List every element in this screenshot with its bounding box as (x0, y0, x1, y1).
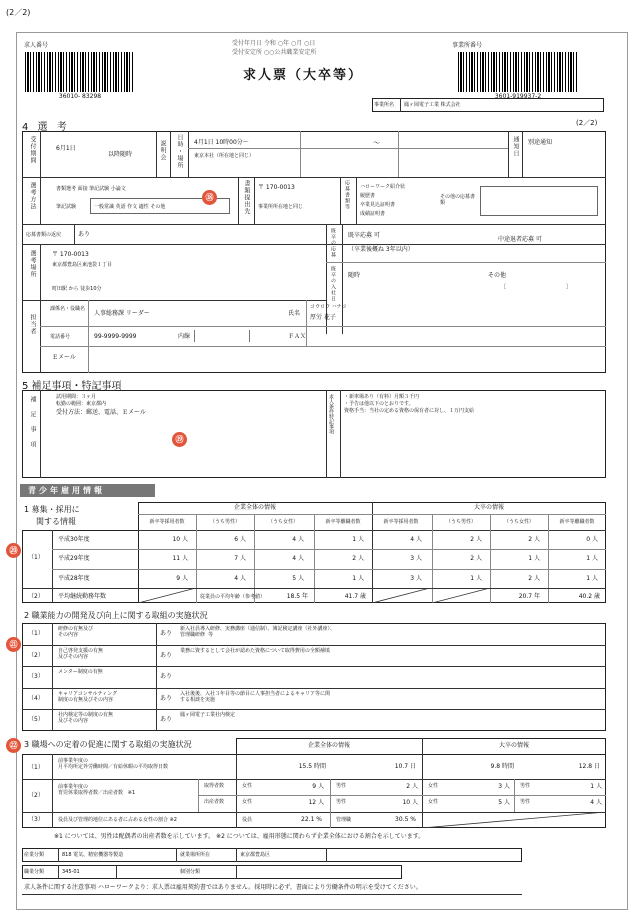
s3-zentai: 企業全体の情報 (307, 742, 350, 749)
marker-20: ⑳ (6, 543, 21, 558)
nichiji-label: 日時・場所 (176, 134, 183, 169)
table-cell: 2 人 (470, 536, 482, 543)
table-cell: 2 人 (352, 555, 364, 563)
col-header: （うち男性） (209, 519, 240, 525)
sec4-page: (2／2) (576, 119, 598, 127)
table-cell: 3 人 (498, 783, 510, 790)
s2-row-ari: あり (160, 716, 173, 724)
sex-label: 男性 (336, 799, 347, 805)
marker-18: ⑱ (202, 190, 217, 205)
col-header: 新卒等採用者数 (383, 519, 419, 525)
col-header: （うち女性） (267, 519, 298, 525)
table-cell: 2 人 (528, 536, 540, 543)
place-zip: 〒 170-0013 (52, 251, 89, 258)
table-cell: 1 人 (352, 574, 364, 582)
page-label: (2／2) (6, 8, 31, 17)
sec5-title: 5 補足事項・特記事項 (22, 381, 122, 392)
s2-row-ari: あり (160, 651, 173, 659)
table-cell: 1 人 (528, 555, 540, 563)
email-label: Ｅメール (52, 354, 76, 361)
tokki-label: 求人条件特記事項 (328, 394, 334, 434)
form-title: 求人票（大卒等） (243, 68, 364, 83)
tokki-line3: 資格手当：当社の定める資格の保有者に対し、１万円支給 (344, 408, 475, 414)
table-cell: 4 人 (410, 536, 422, 543)
s3-r1-label: 前事業年度の 月平均所定外労働時間／有給休暇の平均取得日数 (58, 758, 169, 770)
jigyosho-name: 鳳ヶ岡電子工業 株式会社 (404, 102, 461, 108)
setsumeikai-date: 4月1日 10時00分～ (194, 139, 249, 146)
yakuin-value: 22.1 % (301, 816, 322, 823)
yakushoku-value: 人事総務課 リーダー (94, 310, 150, 317)
access: 町田駅 から 徒歩10分 (52, 286, 102, 292)
oubo-item-2: 履歴書 (360, 193, 376, 199)
s3-r2-sub2: 出産者数 (204, 799, 225, 805)
tokki-line2: ・予告は他以下のとおりです。 (344, 401, 414, 407)
table-cell: 2 人 (470, 555, 482, 563)
youth-note: ※1 については、男性は配偶者の出産者数を示しています。 ※2 については、雇用形態に関わらず企業全体における割合を示しています。 (54, 833, 425, 840)
kisotsu-note: （卒業後概ね 3年以内） (348, 246, 414, 253)
s3-r2-no: （2） (28, 792, 44, 799)
col-header: 新卒等採用者数 (149, 519, 185, 525)
place-label: 選考場所 (29, 250, 36, 278)
table-cell: 2 人 (406, 783, 418, 790)
tel-value: 99-9999-9999 (94, 333, 137, 340)
table-cell: 9 人 (176, 574, 188, 582)
table-cell: 0 人 (586, 536, 598, 543)
shorui-addr2: 事業所所在地と同じ (258, 204, 304, 210)
nyusha-label: 既卒の入社日 (330, 266, 336, 302)
sex-label: 女性 (242, 799, 253, 805)
blank-cell-diagonal (138, 588, 196, 603)
setsumeikai-place: 東京本社（所在地と同じ） (194, 153, 255, 159)
table-cell: 11 人 (172, 555, 188, 563)
youth-s2-title: 2 職業能力の開発及び向上に関する取組の実施状況 (24, 611, 208, 620)
year-label: 平成29年度 (58, 555, 90, 563)
s3-r3-no: （3） (28, 816, 44, 823)
blank-cell-diagonal (372, 588, 430, 603)
s2-row-label: 社内検定等の制度の有無 及びその内容 (58, 712, 114, 725)
s3-r1-v3: 9.8 時間 (490, 763, 514, 770)
place-addr: 東京都豊島区東池袋１丁目 (52, 262, 113, 268)
s2-row-no: （1） (28, 630, 44, 637)
s3-r1-no: （1） (28, 764, 44, 771)
senko-label: 選考方法 (29, 182, 36, 210)
hosoku-label: 補足事項 (29, 396, 36, 456)
s2-row-no: （2） (28, 651, 44, 659)
shorui-addr: 〒 170-0013 (258, 184, 295, 191)
sex-label: 女性 (428, 783, 439, 789)
oubo-item-1: ハローワーク紹介状 (360, 184, 406, 190)
tel-label: 電話番号 (50, 334, 71, 340)
kanrishoku-value: 30.5 % (395, 816, 416, 823)
daisotsu-kinzoku: 20.7 年 (518, 593, 540, 600)
sex-label: 男性 (520, 783, 531, 789)
s2-row-ari: あり (160, 630, 173, 637)
sec5-table (22, 390, 606, 478)
s3-r2-sub1: 取得者数 (204, 783, 225, 789)
table-cell: 12 人 (308, 799, 324, 806)
row1-label: （1） (28, 554, 44, 561)
shokugyo-label: 職業分類 (24, 869, 45, 875)
s2-row-label: キャリアコンサルティング 制度の有無及びその内容 (58, 690, 118, 703)
s3-daisotsu: 大卒の情報 (498, 742, 529, 749)
s3-r1-v4: 12.8 日 (578, 763, 600, 770)
marker-19: ⑲ (172, 432, 187, 447)
shiken-kikan-label: 受付期間 (29, 136, 36, 164)
kanrishoku-label: 管理職 (336, 817, 352, 823)
marker-22: ㉒ (6, 738, 21, 753)
shimei-kana: コウロウ ハナコ (310, 304, 347, 310)
nyusha-value: 随時 (348, 272, 361, 279)
table-cell: 9 人 (312, 783, 324, 790)
table-cell: 4 人 (234, 574, 246, 582)
setsumeikai-label: 説明会 (159, 140, 166, 161)
s3-r1-v2: 10.7 日 (394, 763, 416, 770)
table-cell: 3 人 (410, 574, 422, 582)
oubo-other-label: その他の応募書類 (440, 194, 476, 206)
fax-label: ＦＡＸ (288, 333, 307, 340)
table-cell: 6 人 (234, 536, 246, 543)
blank-cell-diagonal (432, 588, 490, 603)
table-cell: 1 人 (470, 574, 482, 582)
oubo-label: 応募書類等 (344, 180, 350, 210)
tokki-line1: ・新車場あり（有料）月額３千円 (344, 394, 420, 400)
col-header: （うち男性） (445, 519, 476, 525)
sex-label: 男性 (336, 783, 347, 789)
youth-s1-title: 1 募集・採用に (24, 505, 80, 514)
table-cell: 5 人 (498, 799, 510, 806)
table-cell: 10 人 (402, 799, 418, 806)
shorui-label: 書類提出先 (243, 180, 250, 215)
shiken-date: 6月1日 (56, 145, 76, 152)
tokubetsu-label: 個別分類 (180, 869, 201, 875)
col-header: 新卒等離職者数 (559, 519, 595, 525)
s2-row-no: （4） (28, 694, 44, 702)
uketsuke-line2: 受付安定所 ○○公共職業安定所 (232, 49, 317, 56)
shokugyo-value: 345-01 (62, 869, 80, 875)
table-cell: 1 人 (590, 783, 602, 790)
s2-row-no: （3） (28, 673, 44, 681)
henkyaku-label: 応募書類の返戻 (26, 232, 62, 238)
kinzoku-value: 18.5 年 (286, 593, 308, 600)
tsuchi-value: 別途通知 (528, 139, 553, 146)
zentai-header: 企業全体の情報 (233, 504, 276, 511)
youth-s3-title: 3 職場への定着の促進に関する取組の実施状況 (24, 740, 192, 749)
sonota-bracket-r: 〕 (566, 284, 573, 291)
shimei-value: 厚労 花子 (310, 314, 336, 321)
sex-label: 女性 (242, 783, 253, 789)
table-cell: 4 人 (590, 799, 602, 806)
shugyo-value: 東京都豊島区 (240, 852, 271, 858)
table-cell: 4 人 (292, 536, 304, 543)
sec4-title: 4 選 考 (22, 122, 70, 133)
jigyosho-name-label: 事業所名 (374, 102, 395, 108)
sangyo-label: 産業分類 (24, 852, 45, 858)
shugyo-label: 就業場所所在 (180, 852, 211, 858)
yakushoku-label: 課係名・役職名 (50, 306, 86, 312)
s2-row-ari: あり (160, 673, 173, 681)
table-cell: 7 人 (234, 555, 246, 563)
s3-r1-v1: 15.5 時間 (298, 763, 326, 770)
kyujin-barcode (25, 52, 135, 92)
tsuchi-label: 通知日 (512, 136, 519, 157)
sangyo-value: 818 電気、精密機器等製造 (62, 852, 124, 858)
setsumeikai-tilde: ～ (373, 139, 380, 147)
kinzoku-label: 平均継続勤務年数 (58, 593, 107, 600)
table-cell: 10 人 (172, 536, 188, 543)
s2-row-content: 鳳ヶ岡電子工業社内検定 (180, 712, 236, 719)
col-header: （うち女性） (503, 519, 534, 525)
daisotsu-header: 大卒の情報 (473, 504, 504, 511)
sonota-label: その他 (488, 272, 507, 279)
s2-row-no: （5） (28, 716, 44, 724)
jigyosho-no-label: 事業所番号 (452, 42, 483, 49)
col-header: 新卒等離職者数 (325, 519, 361, 525)
s2-row-content: 入社後後、入社３年目等の節目に人事担当者によるキャリア等に関 する相談を実施 (180, 690, 331, 703)
s3-r3-label: 役員及び管理的地位にある者に占める女性の割合 ※2 (58, 817, 177, 823)
youth-s1-title2: 関する情報 (36, 517, 76, 526)
naisen-box (194, 330, 250, 342)
youth-banner: 青少年雇用情報 (20, 484, 155, 497)
oubo-item-4: 成績証明書 (360, 211, 386, 217)
nenrei-value: 41.7 歳 (344, 593, 366, 600)
shiken-after: 以降随時 (108, 151, 133, 158)
oubo-item-3: 卒業見込証明書 (360, 202, 396, 208)
kisotsu-value: 既卒応募 可 (348, 232, 380, 239)
hikki-label: 筆記試験 (56, 204, 77, 210)
shimei-label: 氏名 (288, 310, 301, 317)
chui-text: 求人条件に関する注意事項 ハローワークより：求人票は雇用契約書ではありません。採用時に必ず、書面により労働条件の明示を受けてください。 (24, 884, 422, 891)
table-cell: 5 人 (292, 574, 304, 582)
sex-label: 男性 (520, 799, 531, 805)
s2-row-ari: あり (160, 694, 173, 702)
table-cell: 3 人 (410, 555, 422, 563)
kyujin-no: 36010- 83298 (58, 93, 102, 100)
marker-21: ㉑ (6, 637, 21, 652)
jigyosho-barcode (458, 52, 578, 92)
hikki-items: 一般常識 英語 作文 適性 その他 (94, 204, 166, 210)
chuto-value: 中途退者応募 可 (498, 236, 542, 243)
yakuin-label: 役員 (242, 817, 253, 823)
s2-row-label: 自己啓発支援の有無 及びその内容 (58, 647, 104, 660)
naisen-label: 内線 (178, 333, 191, 340)
henkyaku-value: あり (78, 231, 91, 238)
table-cell: 1 人 (352, 536, 364, 543)
sex-label: 女性 (428, 799, 439, 805)
s2-row-content: 業務に資するとして会社が認めた資格について取得費用の全額補填 (180, 647, 330, 654)
hosoku-line3: 受付方法：郵送、電話、Ｅメール (56, 409, 146, 416)
kyujin-no-label: 求人番号 (24, 42, 49, 49)
row2-label: （2） (28, 593, 44, 600)
s2-row-label: 研修の有無及び その内容 (58, 626, 94, 638)
oubo-other-box (480, 186, 598, 216)
hosoku-line2: 転勤の範囲：東京都内 (56, 401, 107, 407)
s2-row-content: 新入社員導入研修、実務講座（通信制）、簿記検定講座（社外講座）、 管理職研修 等 (180, 626, 336, 638)
hosoku-line1: 試用期間：３ヶ月 (56, 394, 97, 400)
sonota-bracket-l: 〔 (500, 284, 507, 291)
s3-r2-label: 前事業年度の 育児休業取得者数／出産者数 ※1 (58, 784, 136, 796)
jigyosho-no: 3601-919937-2 (494, 93, 542, 100)
tanto-label: 担当者 (29, 314, 36, 335)
s2-row-label: メンター制度の有無 (58, 669, 103, 676)
senko-items: 書類選考 面接 筆記試験 小論文 (56, 186, 126, 192)
table-cell: 1 人 (586, 555, 598, 563)
uketsuke-line1: 受付年月日 令和 ○年 ○月 ○日 (232, 40, 316, 47)
year-label: 平成28年度 (58, 574, 90, 582)
heikin-nenrei-label: 従業員の平均年齢（参考値） (200, 594, 266, 600)
year-label: 平成30年度 (58, 536, 90, 543)
table-cell: 2 人 (528, 574, 540, 582)
table-cell: 1 人 (586, 574, 598, 582)
table-cell: 4 人 (292, 555, 304, 563)
s3-r3-diagonal (422, 812, 606, 828)
kisotsu-label: 既卒の応募 (330, 228, 336, 258)
daisotsu-nenrei: 40.2 歳 (578, 593, 600, 600)
